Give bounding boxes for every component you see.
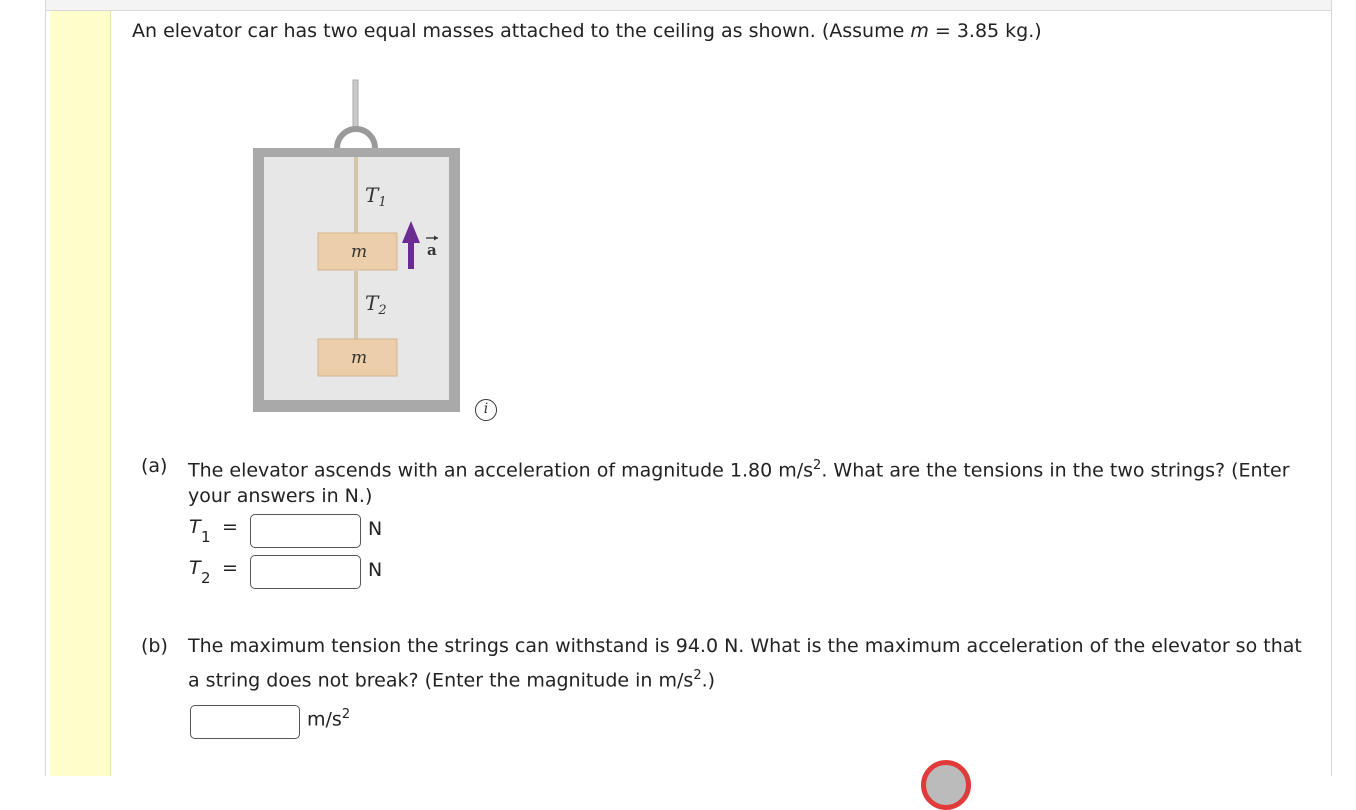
t2-unit: N xyxy=(368,559,383,581)
help-bubble-icon[interactable] xyxy=(921,760,971,810)
acceleration-unit-base: m/s xyxy=(307,708,342,731)
part-a-line2: your answers in N.) xyxy=(188,485,373,508)
acceleration-unit xyxy=(307,707,350,730)
string-upper xyxy=(354,157,358,234)
part-b-line2-post: .) xyxy=(701,669,716,692)
part-a xyxy=(141,453,1321,513)
question-intro xyxy=(132,20,1042,42)
part-b-letter: (b) xyxy=(141,635,168,657)
part-a-line1-post: . What are the tensions in the two strings? (Enter xyxy=(821,459,1290,482)
elevator-figure xyxy=(240,75,515,430)
acceleration-unit-sup: 2 xyxy=(341,707,351,722)
string-lower xyxy=(354,271,358,339)
intro-text-before: An elevator car has two equal masses attached to the ceiling as shown. (Assume xyxy=(132,20,911,42)
t2-subscript: 2 xyxy=(201,569,211,587)
elevator-cable xyxy=(353,80,358,130)
acceleration-arrow-shaft xyxy=(408,241,414,269)
part-a-line1-sup: 2 xyxy=(813,458,822,473)
label-mass-upper: m xyxy=(351,242,368,262)
intro-text-after: = 3.85 kg.) xyxy=(928,20,1042,42)
elevator-diagram xyxy=(240,75,515,430)
part-a-text xyxy=(188,453,1290,509)
t1-equals: = xyxy=(222,516,238,538)
question-gutter xyxy=(50,11,111,776)
t2-equals: = xyxy=(222,557,238,579)
label-acceleration: a xyxy=(427,241,437,259)
part-b-text xyxy=(188,631,1302,695)
t1-subscript: 1 xyxy=(201,528,211,546)
acceleration-answer-input[interactable] xyxy=(190,705,300,739)
label-t1: $T_1$ xyxy=(365,183,387,210)
t1-unit: N xyxy=(368,518,383,540)
t2-variable: T xyxy=(189,557,201,579)
info-icon[interactable]: i xyxy=(475,399,497,421)
part-a-line1-pre: The elevator ascends with an acceleration of magnitude 1.80 m/s xyxy=(188,459,814,482)
intro-variable: m xyxy=(910,20,929,42)
t2-answer-input[interactable] xyxy=(250,555,361,589)
part-a-letter: (a) xyxy=(141,455,168,477)
t1-answer-input[interactable] xyxy=(250,514,361,548)
part-b-line2-pre: a string does not break? (Enter the magnitude in m/s xyxy=(188,669,694,692)
label-mass-lower: m xyxy=(351,348,368,368)
label-t2: $T_2$ xyxy=(365,291,387,318)
part-b xyxy=(141,631,1331,695)
t1-variable: T xyxy=(189,516,201,538)
part-b-line1: The maximum tension the strings can withstand is 94.0 N. What is the maximum acceleration of the elevator so that xyxy=(188,635,1302,657)
elevator-hook xyxy=(337,129,375,148)
part-b-line2-sup: 2 xyxy=(693,668,702,683)
